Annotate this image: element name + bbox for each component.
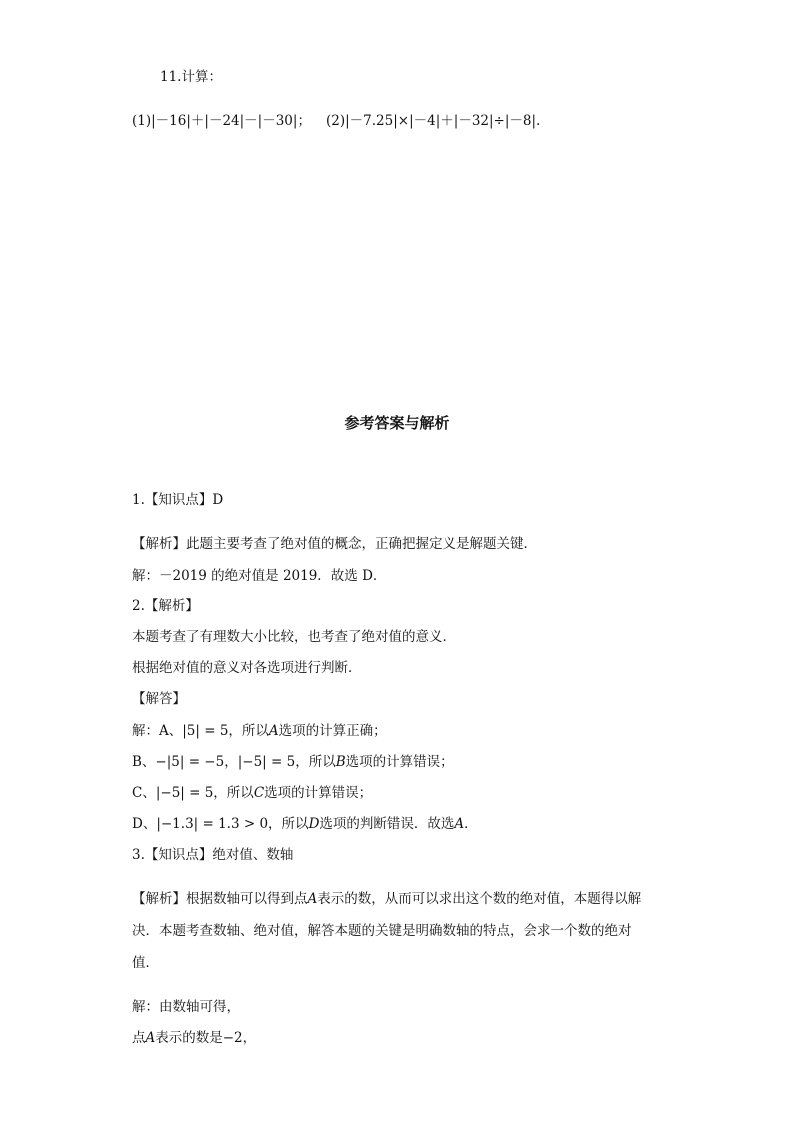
option-c-post: 选项的计算错误； — [264, 785, 373, 801]
question-11-part1: (1)|－16|＋|－24|－|－30|； — [132, 113, 311, 129]
answer-2-answer-heading: 【解答】 — [132, 691, 186, 707]
question-11-part2: (2)|－7.25|×|－4|＋|－32|÷|－8|. — [326, 113, 541, 129]
answer-2-option-d — [132, 815, 478, 833]
analysis-post: 表示的数，从而可以求出这个数的绝对值，本题得以解 — [317, 891, 642, 907]
solution-post: 表示的数是−2， — [155, 1030, 257, 1046]
answer-1-analysis: 【解析】此题主要考查了绝对值的概念，正确把握定义是解题关键． — [132, 536, 537, 552]
option-a-post: 选项的计算正确； — [278, 723, 387, 739]
option-d-post: 选项的判断错误．故选 — [319, 816, 455, 832]
answer-2-option-b — [132, 753, 454, 771]
answer-3-analysis-line3: 值． — [132, 955, 159, 971]
answer-3-analysis-line2: 决．本题考查数轴、绝对值，解答本题的关键是明确数轴的特点，会求一个数的绝对 — [132, 923, 632, 939]
answer-2-line1: 本题考查了有理数大小比较，也考查了绝对值的意义． — [132, 629, 456, 645]
answer-3-analysis-line1 — [132, 890, 641, 908]
option-d-var: D — [308, 816, 320, 832]
option-b-post: 选项的计算错误； — [345, 754, 454, 770]
answer-1-knowledge: 1.【知识点】D — [132, 492, 224, 508]
answer-1-solution: 解：－2019 的绝对值是 2019．故选 D． — [132, 568, 387, 584]
option-d-text: D、|−1.3| = 1.3 > 0，所以 — [132, 816, 309, 832]
solution-pre: 点 — [132, 1030, 146, 1046]
solution-var: A — [145, 1030, 156, 1046]
option-b-text: B、−|5| = −5，|−5| = 5，所以 — [132, 754, 336, 770]
analysis-var: A — [307, 891, 318, 907]
answers-title: 参考答案与解析 — [344, 414, 450, 432]
option-a-var: A — [268, 723, 279, 739]
option-d-end: ． — [464, 816, 478, 832]
answer-3-solution-line1: 解：由数轴可得， — [132, 999, 240, 1015]
answer-3-solution-line2 — [132, 1029, 256, 1047]
answer-3-knowledge: 3.【知识点】绝对值、数轴 — [132, 847, 294, 863]
analysis-pre: 【解析】根据数轴可以得到点 — [132, 891, 308, 907]
option-d-choice: A — [454, 816, 465, 832]
option-a-text: 解：A、|5| = 5，所以 — [132, 723, 269, 739]
question-11-heading: 11.计算： — [160, 69, 222, 85]
answer-2-heading: 2.【解析】 — [132, 598, 199, 614]
option-c-text: C、|−5| = 5，所以 — [132, 785, 254, 801]
option-b-var: B — [335, 754, 346, 770]
answer-2-option-c — [132, 784, 372, 802]
option-c-var: C — [253, 785, 265, 801]
answer-2-option-a — [132, 722, 387, 740]
answer-2-line2: 根据绝对值的意义对各选项进行判断． — [132, 660, 362, 676]
